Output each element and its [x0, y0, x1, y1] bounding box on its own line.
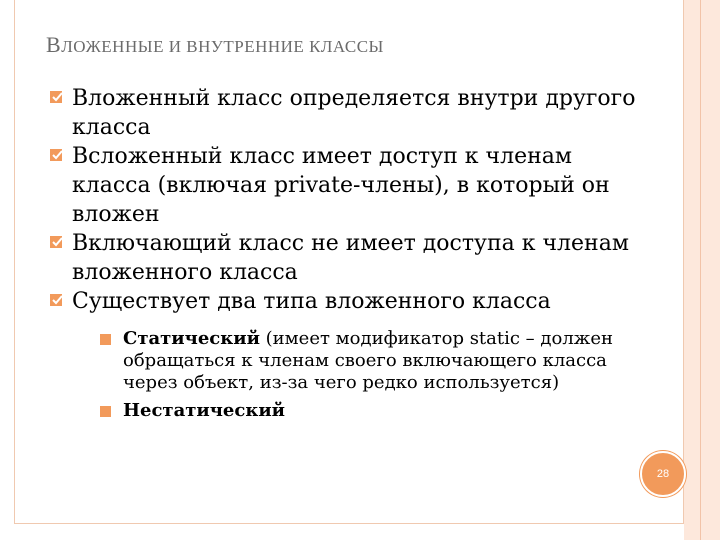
bullet-item	[48, 84, 648, 142]
sub-bullet-item	[100, 328, 648, 394]
slide-title	[46, 32, 384, 58]
slide-edge-strip	[684, 0, 720, 540]
slide-edge-line	[700, 0, 701, 540]
slide-body	[48, 84, 648, 428]
checkmark-box-icon	[48, 229, 70, 258]
sub-bullet-item	[100, 400, 648, 422]
bullet-item	[48, 229, 648, 287]
sub-bullet-list	[100, 328, 648, 422]
bullet-text: Существует два типа вложенного класса	[72, 289, 551, 314]
slide-title-rest: ЛОЖЕННЫЕ И ВНУТРЕННИЕ КЛАССЫ	[61, 37, 384, 56]
bullet-item	[48, 142, 648, 229]
bullet-text: Вложенный класс определяется внутри другого класса	[72, 86, 636, 140]
checkmark-box-icon	[48, 142, 70, 171]
page-number: 28	[656, 468, 670, 480]
sub-bullet-text: (имеет модификатор static – должен обращаться к членам своего включающего класса через объект, из-за чего редко используется)	[123, 328, 613, 393]
sub-bullet-term: Статический	[123, 328, 260, 349]
checkmark-box-icon	[48, 287, 70, 316]
checkmark-box-icon	[48, 84, 70, 113]
slide-title-initial: В	[46, 32, 62, 57]
square-bullet-icon	[100, 406, 111, 417]
square-bullet-icon	[100, 334, 111, 345]
page-number-badge	[640, 451, 686, 497]
bullet-text: Включающий класс не имеет доступа к членам вложенного класса	[72, 231, 629, 285]
bullet-item	[48, 287, 648, 316]
sub-bullet-term: Нестатический	[123, 400, 286, 421]
bullet-text: Всложенный класс имеет доступ к членам класса (включая private-члены), в который он вложен	[72, 144, 610, 227]
